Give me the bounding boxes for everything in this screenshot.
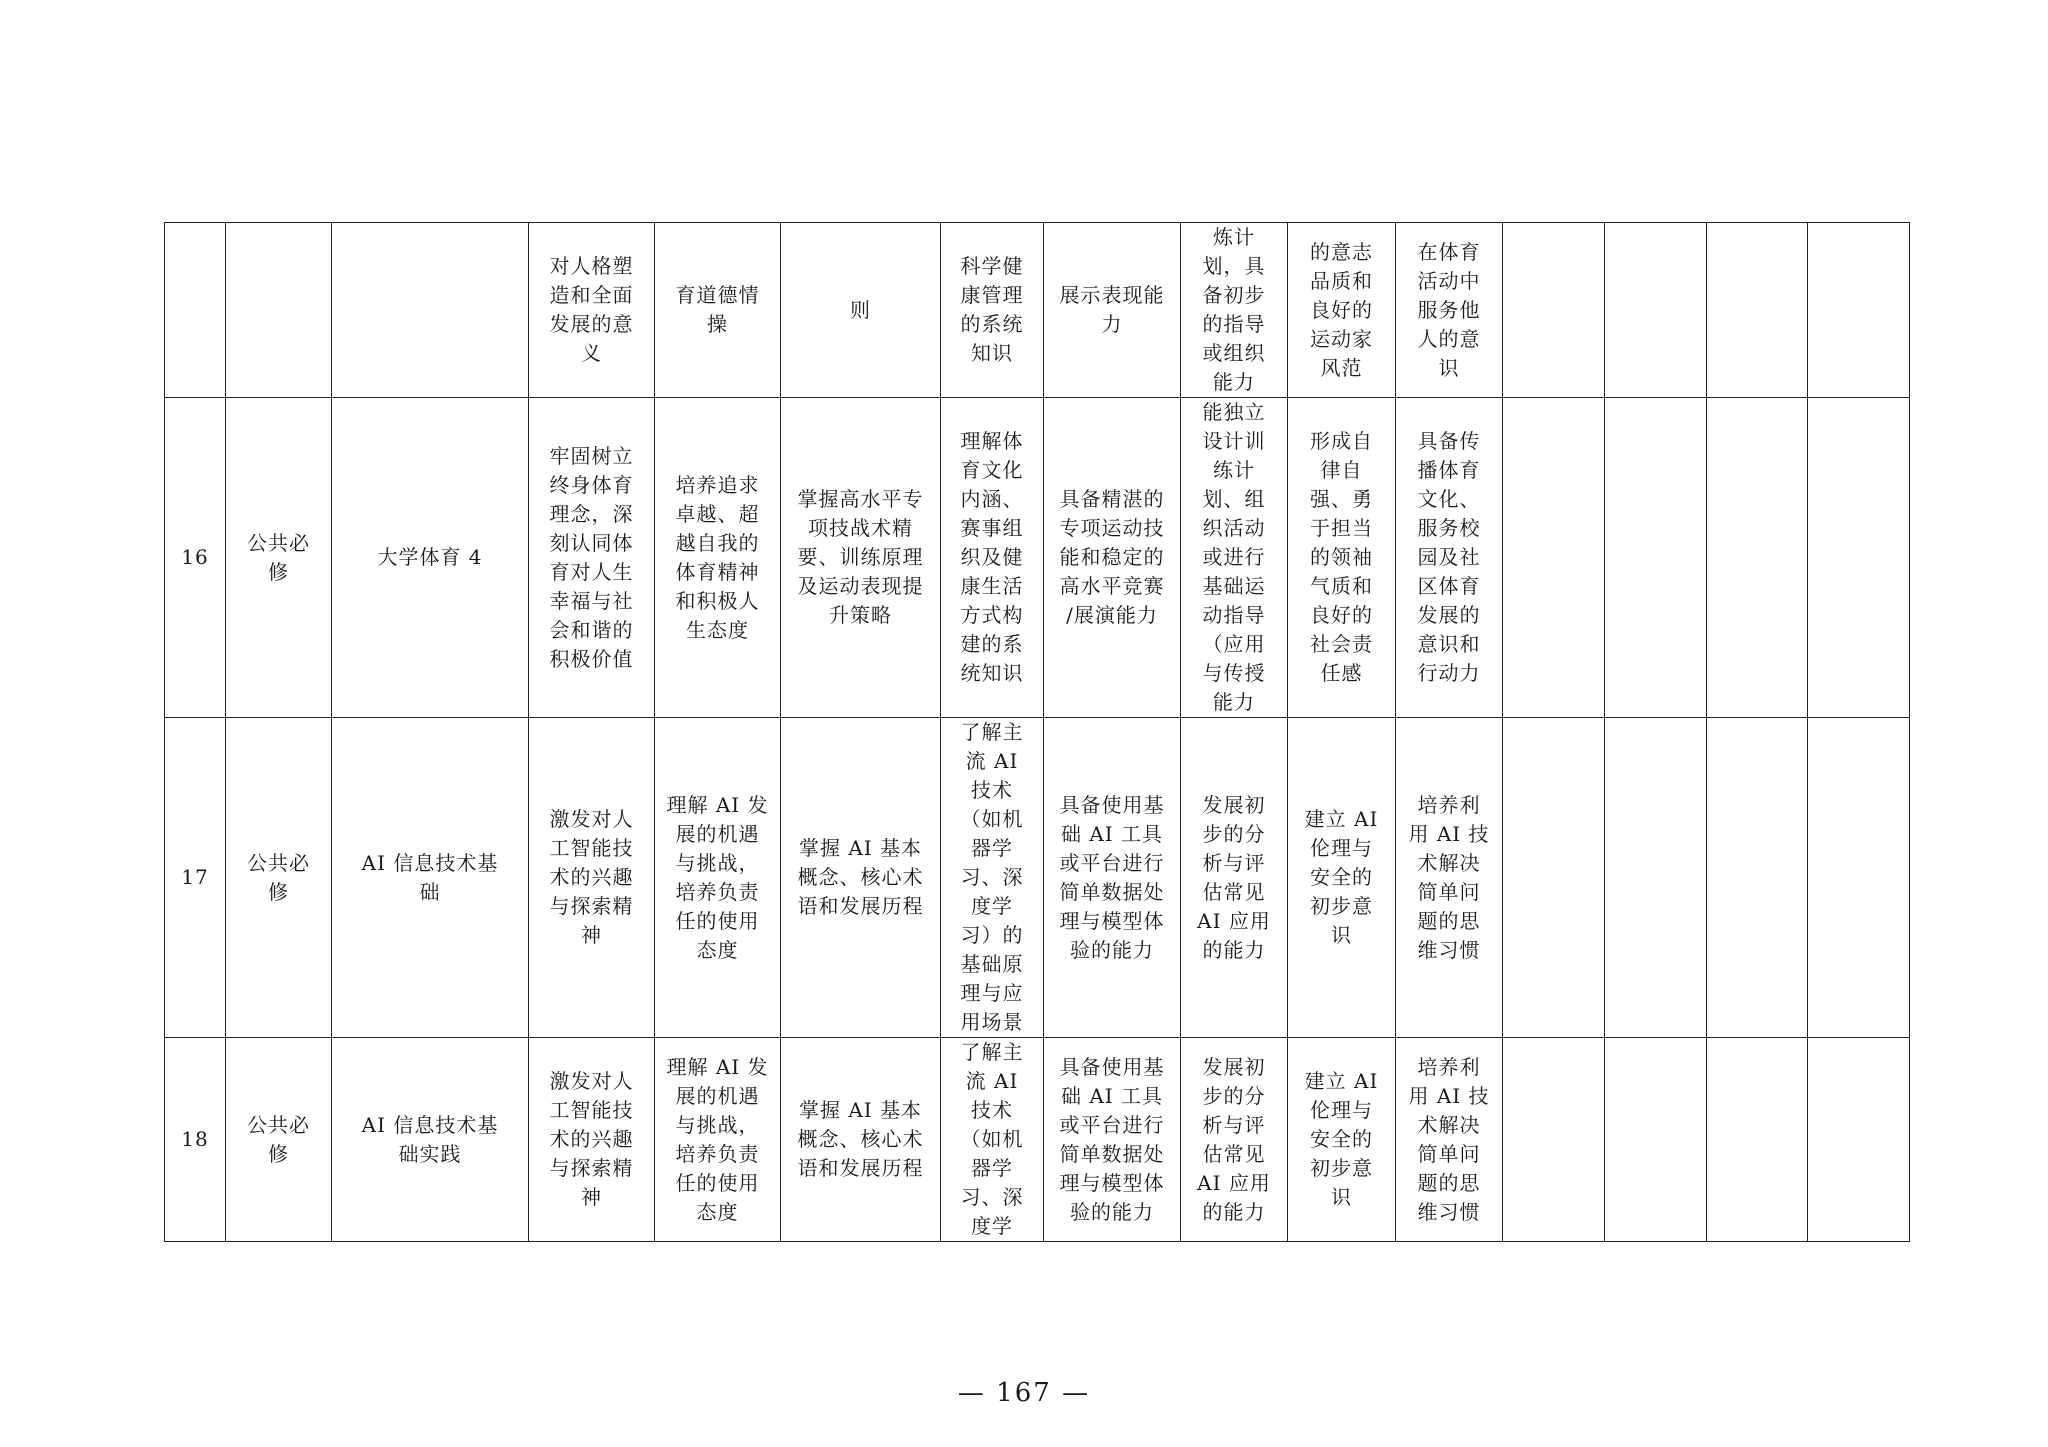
table-row: [165, 223, 1910, 398]
category-cell: 公共必 修: [226, 398, 332, 718]
empty-cell: [1808, 398, 1910, 718]
objective-cell: 展示表现能 力: [1044, 223, 1181, 398]
empty-cell: [1605, 398, 1707, 718]
objective-cell: 了解主 流 AI 技术 （如机 器学 习、深 度学 习）的 基础原 理与应 用场景: [941, 718, 1044, 1038]
course-name-cell: AI 信息技术基 础实践: [332, 1038, 529, 1242]
category-cell: [226, 223, 332, 398]
objective-cell: 炼计 划，具 备初步 的指导 或组织 能力: [1181, 223, 1288, 398]
course-name-cell: AI 信息技术基 础: [332, 718, 529, 1038]
empty-cell: [1808, 223, 1910, 398]
category-cell: 公共必 修: [226, 1038, 332, 1242]
empty-cell: [1503, 398, 1605, 718]
page-number: — 167 —: [957, 1378, 1091, 1408]
objective-cell: 培养利 用 AI 技 术解决 简单问 题的思 维习惯: [1396, 718, 1503, 1038]
objective-cell: 发展初 步的分 析与评 估常见 AI 应用 的能力: [1181, 718, 1288, 1038]
table-row: [165, 718, 1910, 1038]
objective-cell: 发展初 步的分 析与评 估常见 AI 应用 的能力: [1181, 1038, 1288, 1242]
objective-cell: 建立 AI 伦理与 安全的 初步意 识: [1288, 1038, 1396, 1242]
objective-cell: 掌握高水平专 项技战术精 要、训练原理 及运动表现提 升策略: [781, 398, 941, 718]
table-row: [165, 398, 1910, 718]
table-row: [165, 1038, 1910, 1242]
objective-cell: 形成自 律自 强、勇 于担当 的领袖 气质和 良好的 社会责 任感: [1288, 398, 1396, 718]
objective-cell: 掌握 AI 基本 概念、核心术 语和发展历程: [781, 1038, 941, 1242]
empty-cell: [1503, 718, 1605, 1038]
empty-cell: [1707, 718, 1808, 1038]
objective-cell: 培养追求 卓越、超 越自我的 体育精神 和积极人 生态度: [655, 398, 781, 718]
objective-cell: 的意志 品质和 良好的 运动家 风范: [1288, 223, 1396, 398]
row-number-cell: [165, 223, 226, 398]
objective-cell: 具备使用基 础 AI 工具 或平台进行 简单数据处 理与模型体 验的能力: [1044, 718, 1181, 1038]
objective-cell: 激发对人 工智能技 术的兴趣 与探索精 神: [529, 718, 655, 1038]
objective-cell: 在体育 活动中 服务他 人的意 识: [1396, 223, 1503, 398]
row-number-cell: 16: [165, 398, 226, 718]
objective-cell: 培养利 用 AI 技 术解决 简单问 题的思 维习惯: [1396, 1038, 1503, 1242]
row-number-cell: 18: [165, 1038, 226, 1242]
course-objectives-table: [164, 222, 1910, 1242]
objective-cell: 具备使用基 础 AI 工具 或平台进行 简单数据处 理与模型体 验的能力: [1044, 1038, 1181, 1242]
objective-cell: 具备传 播体育 文化、 服务校 园及社 区体育 发展的 意识和 行动力: [1396, 398, 1503, 718]
empty-cell: [1808, 1038, 1910, 1242]
objective-cell: 理解体 育文化 内涵、 赛事组 织及健 康生活 方式构 建的系 统知识: [941, 398, 1044, 718]
objective-cell: 牢固树立 终身体育 理念，深 刻认同体 育对人生 幸福与社 会和谐的 积极价值: [529, 398, 655, 718]
empty-cell: [1605, 718, 1707, 1038]
objective-cell: 育道德情 操: [655, 223, 781, 398]
course-name-cell: 大学体育 4: [332, 398, 529, 718]
row-number-cell: 17: [165, 718, 226, 1038]
empty-cell: [1503, 223, 1605, 398]
objective-cell: 科学健 康管理 的系统 知识: [941, 223, 1044, 398]
objective-cell: 具备精湛的 专项运动技 能和稳定的 高水平竞赛 /展演能力: [1044, 398, 1181, 718]
empty-cell: [1707, 1038, 1808, 1242]
objective-cell: 能独立 设计训 练计 划、组 织活动 或进行 基础运 动指导 （应用 与传授 能力: [1181, 398, 1288, 718]
objective-cell: 理解 AI 发 展的机遇 与挑战， 培养负责 任的使用 态度: [655, 1038, 781, 1242]
objective-cell: 理解 AI 发 展的机遇 与挑战， 培养负责 任的使用 态度: [655, 718, 781, 1038]
empty-cell: [1808, 718, 1910, 1038]
empty-cell: [1707, 223, 1808, 398]
empty-cell: [1605, 1038, 1707, 1242]
objective-cell: 建立 AI 伦理与 安全的 初步意 识: [1288, 718, 1396, 1038]
empty-cell: [1503, 1038, 1605, 1242]
objective-cell: 激发对人 工智能技 术的兴趣 与探索精 神: [529, 1038, 655, 1242]
objective-cell: 对人格塑 造和全面 发展的意 义: [529, 223, 655, 398]
objective-cell: 了解主 流 AI 技术 （如机 器学 习、深 度学: [941, 1038, 1044, 1242]
objective-cell: 则: [781, 223, 941, 398]
course-name-cell: [332, 223, 529, 398]
empty-cell: [1707, 398, 1808, 718]
category-cell: 公共必 修: [226, 718, 332, 1038]
empty-cell: [1605, 223, 1707, 398]
objective-cell: 掌握 AI 基本 概念、核心术 语和发展历程: [781, 718, 941, 1038]
